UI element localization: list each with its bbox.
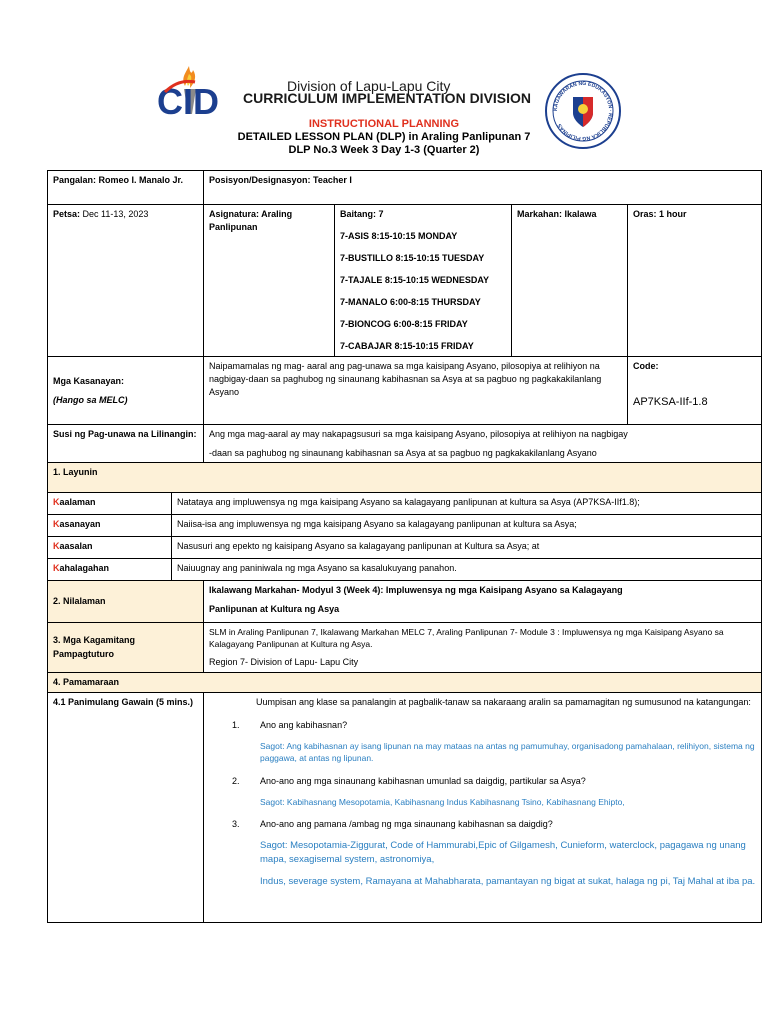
answer-text: Sagot: Ang kabihasnan ay isang lipunan na may mataas na antas ng pamumuhay, organisadong pamahalaan, relihiyon, sistema ng paggawa, at antas ng lipunan. — [260, 741, 755, 764]
competency-label-cell — [48, 357, 204, 425]
cid-torch-logo-icon — [155, 62, 231, 122]
lesson-duration: Oras: 1 hour — [628, 205, 762, 357]
code-cell — [628, 357, 762, 425]
answer-text: Sagot: Kabihasnang Mesopotamia, Kabihasnang Indus Kabihasnang Tsino, Kabihasnang Ehipto, — [260, 796, 625, 807]
teacher-position: Posisyon/Designasyon: Teacher I — [204, 171, 762, 205]
schedule-item: 7-BIONCOG 6:00-8:15 FRIDAY — [340, 319, 468, 330]
teacher-name: Pangalan: Romeo I. Manalo Jr. — [48, 171, 204, 205]
grade-level: Baitang: 7 — [340, 209, 384, 219]
materials-label: 3. Mga Kagamitang Pampagtuturo — [48, 623, 204, 673]
svg-text:CID: CID — [157, 81, 219, 122]
objectives-heading: 1. Layunin — [48, 463, 762, 493]
cid-name: CURRICULUM IMPLEMENTATION DIVISION — [243, 90, 532, 106]
division-name: Division of Lapu-Lapu City — [287, 78, 451, 94]
objectives-table — [47, 462, 762, 581]
activity-content — [204, 693, 762, 923]
procedure-table — [47, 580, 762, 923]
schedule-list — [340, 230, 506, 353]
schedule-item: 7-BUSTILLO 8:15-10:15 TUESDAY — [340, 253, 485, 264]
answer-text: Sagot: Mesopotamia-Ziggurat, Code of Hammurabi,Epic of Gilgamesh, Cunieform, waterclock, pagagawa ng unang mapa, sexagisemal system, astronomiya, — [260, 840, 746, 865]
question-item: 1. Ano ang kabihasnan? — [232, 720, 348, 731]
objective-text: Naiuugnay ang paniniwala ng mga Asyano sa kasalukuyang panahon. — [172, 559, 762, 581]
lesson-date: Petsa: Dec 11-13, 2023 — [48, 205, 204, 357]
objective-text: Nasusuri ang epekto ng kaisipang Asyano sa kalagayang panlipunan at Kultura sa Asya; at — [172, 537, 762, 559]
objective-label: Kahalagahan — [48, 559, 172, 581]
instructional-planning-label: INSTRUCTIONAL PLANNING — [308, 118, 460, 130]
content-text: Ikalawang Markahan- Modyul 3 (Week 4): Impluwensya ng mga Kaisipang Asyano sa Kalagayang Panlipunan at Kultura ng Asya — [204, 581, 762, 623]
document-header — [0, 0, 768, 170]
activity-intro: Uumpisan ang klase sa panalangin at pagbalik-tanaw sa nakaraang aralin sa pamamagitan ng sumusunod na katangungan: — [256, 697, 751, 708]
objective-text: Naiisa-isa ang impluwensya ng mga kaisipang Asyano sa kalagayang panlipunan at kultura sa Asya; — [172, 515, 762, 537]
schedule-item: 7-TAJALE 8:15-10:15 WEDNESDAY — [340, 275, 490, 286]
question-item: 2. Ano-ano ang mga sinaunang kabihasnan umunlad sa daigdig, partikular sa Asya? — [232, 775, 586, 786]
competency-label: Mga Kasanayan: — [53, 375, 125, 386]
competency-source: (Hango sa MELC) — [53, 394, 128, 405]
materials-text: SLM in Araling Panlipunan 7, Ikalawang Markahan MELC 7, Araling Panlipunan 7- Module 3 : Impluwensya ng mga Kaisipang Asyano sa Kalagayang Panlipunan at Kultura ng Asya. Region 7- Division of Lapu- Lapu City — [204, 623, 762, 673]
content-label: 2. Nilalaman — [48, 581, 204, 623]
quarter: Markahan: Ikalawa — [512, 205, 628, 357]
code-label: Code: — [633, 361, 659, 372]
objective-label: Kasanayan — [48, 515, 172, 537]
understanding-text: Ang mga mag-aaral ay may nakapagsusuri sa mga kaisipang Asyano, pilosopiya at relihiyon na nagbigay -daan sa paghubog ng sinaunang kabihasnan sa Asya at sa pagbuo ng pagkakakilanlang Asyano — [204, 425, 762, 467]
answer-text: Indus, severage system, Ramayana at Mahabharata, pamantayan ng bigat at sukat, halaga ng pi, Taj Mahal at iba pa. — [260, 875, 756, 887]
competency-text: Naipamamalas ng mag- aaral ang pag-unawa sa mga kaisipang Asyano, pilosopiya at relihiyon na nagbigay-daan sa paghubog ng sinaunang kabihasnan sa Asya at sa pagbuo ng pagkakakilanlang Asyano — [204, 357, 628, 425]
objective-label: Kaasalan — [48, 537, 172, 559]
svg-text:KAGAWARAN NG EDUKASYON · REPUB: KAGAWARAN NG EDUKASYON · REPUBLIKA NG PILIPINAS — [552, 80, 614, 142]
understanding-label: Susi ng Pag-unawa na Lilinangin: — [48, 425, 204, 467]
bullet-icon — [232, 696, 256, 709]
procedure-heading: 4. Pamamaraan — [48, 673, 762, 693]
grade-schedule — [335, 205, 512, 357]
schedule-item: 7-ASIS 8:15-10:15 MONDAY — [340, 231, 458, 242]
question-item: 3. Ano-ano ang pamana /ambag ng mga sinaunang kabihasnan sa daigdig? — [232, 819, 553, 830]
dlp-title: DETAILED LESSON PLAN (DLP) in Araling Panlipunan 7 — [237, 131, 531, 143]
dlp-number: DLP No.3 Week 3 Day 1-3 (Quarter 2) — [288, 144, 480, 156]
objective-label: Kaalaman — [48, 493, 172, 515]
schedule-item: 7-CABAJAR 8:15-10:15 FRIDAY — [340, 341, 474, 352]
code-value: AP7KSA-IIf-1.8 — [633, 396, 708, 409]
activity-label: 4.1 Panimulang Gawain (5 mins.) — [48, 693, 204, 923]
schedule-item: 7-MANALO 6:00-8:15 THURSDAY — [340, 297, 481, 308]
info-table — [47, 170, 762, 467]
objective-text: Natataya ang impluwensya ng mga kaisipang Asyano sa kalagayang panlipunan at kultura sa Asya (AP7KSA-IIf1.8); — [172, 493, 762, 515]
subject: Asignatura: Araling Panlipunan — [204, 205, 335, 357]
